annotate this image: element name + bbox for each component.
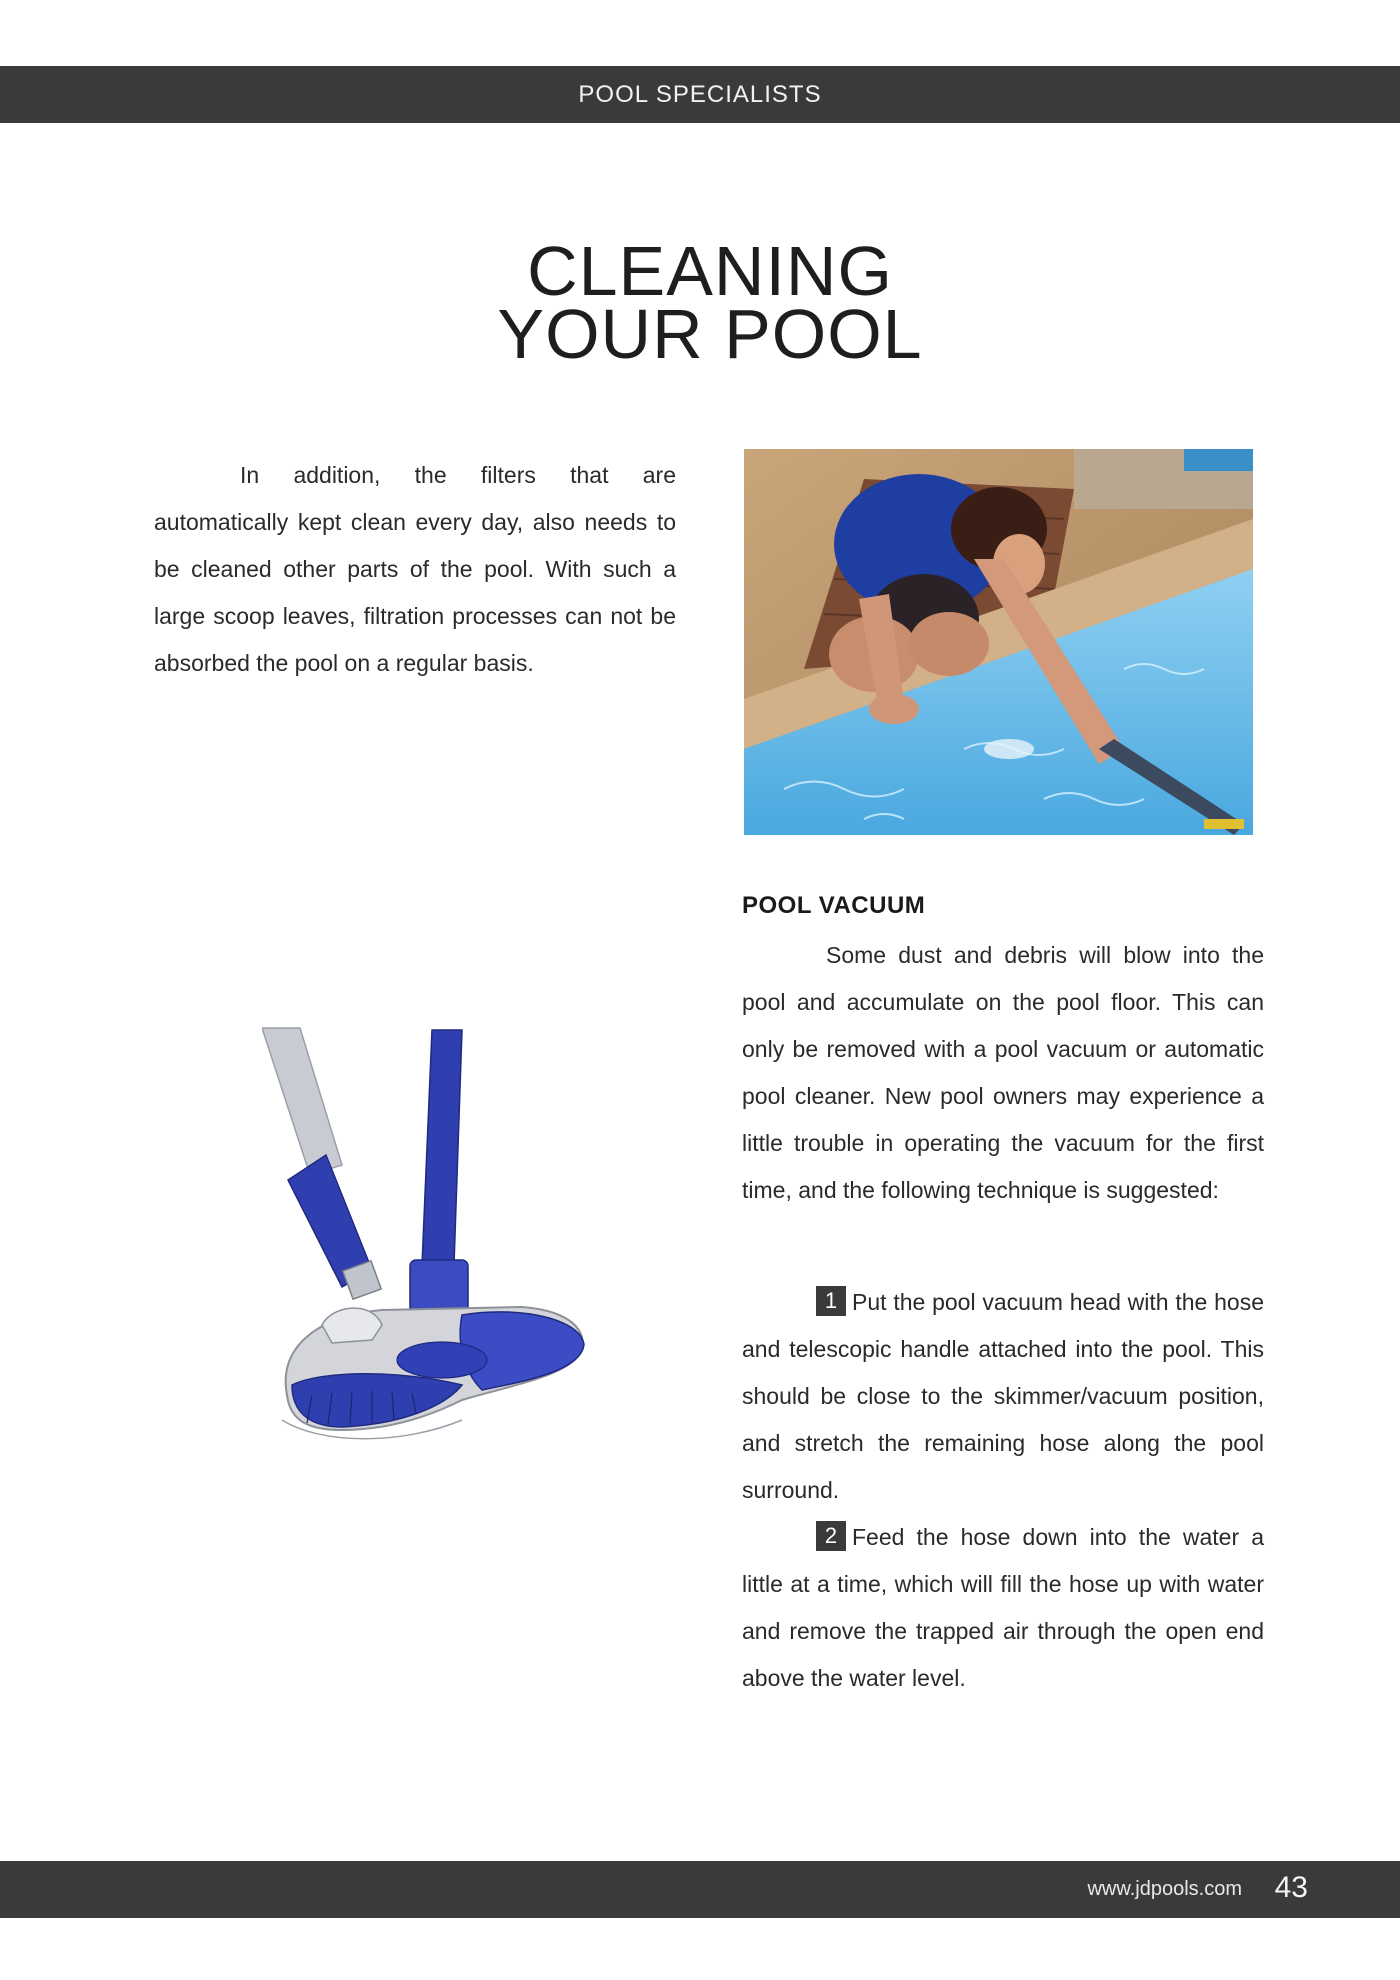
step-item	[742, 1279, 1264, 1514]
vacuum-head-illustration	[262, 1025, 592, 1465]
step-item	[742, 1514, 1264, 1702]
step-number-badge: 2	[816, 1521, 846, 1551]
step-text: Put the pool vacuum head with the hose and telescopic handle attached into the pool. This should be close to the skimmer/vacuum position, and stretch the remaining hose along the pool surround.	[742, 1289, 1264, 1503]
vacuum-paragraph: Some dust and debris will blow into the pool and accumulate on the pool floor. This can only be removed with a pool vacuum or automatic pool cleaner. New pool owners may experience a little trouble in operating the vacuum for the first time, and the following technique is suggested:	[742, 942, 1264, 1203]
section-heading: POOL VACUUM	[742, 892, 926, 919]
website-link: www.jdpools.com	[1087, 1878, 1242, 1900]
title-line-2: YOUR POOL	[497, 295, 923, 373]
step-number-badge: 1	[816, 1286, 846, 1316]
title-line-1: CLEANING	[527, 232, 893, 310]
page-number: 43	[1274, 1871, 1308, 1904]
page-title	[0, 232, 1400, 373]
header-bar	[0, 66, 1400, 123]
footer-bar	[0, 1861, 1400, 1918]
header-label: POOL SPECIALISTS	[578, 80, 822, 108]
intro-paragraph: In addition, the filters that are automatically kept clean every day, also needs to be cleaned other parts of the pool. With such a large scoop leaves, filtration processes can not be absorbed the pool on a regular basis.	[154, 462, 676, 676]
step-list	[742, 1279, 1264, 1702]
pool-cleaning-photo	[744, 449, 1253, 835]
step-text: Feed the hose down into the water a little at a time, which will fill the hose up with water and remove the trapped air through the open end above the water level.	[742, 1524, 1264, 1691]
